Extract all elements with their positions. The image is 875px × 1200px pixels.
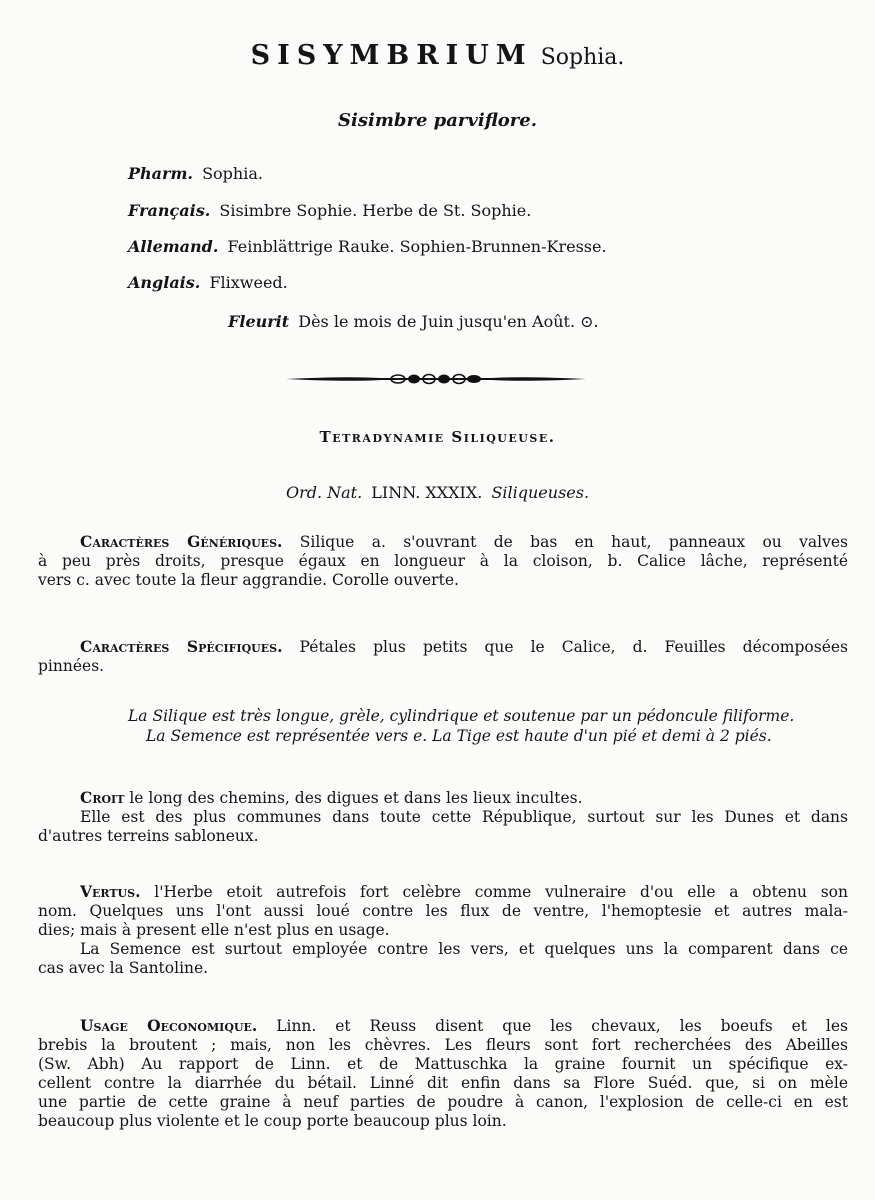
synonym-lang: Français. (128, 201, 211, 220)
flowering-text: Dès le mois de Juin jusqu'en Août. (298, 312, 576, 331)
section-lead: Croit (80, 788, 125, 807)
synonym-pharm (128, 164, 263, 183)
order-prefix: Ord. Nat. (285, 483, 363, 502)
synonym-text: Flixweed. (209, 273, 288, 292)
title-species: Sophia. (540, 45, 625, 70)
paragraph-line: (Sw. Abh) Au rapport de Linn. et de Mattuschka la graine fournit un spécifique ex- (38, 1055, 848, 1073)
synonym-text: Feinblättrige Rauke. Sophien-Brunnen-Kresse. (227, 237, 607, 256)
paragraph-line: à peu près droits, presque égaux en longueur à la cloison, b. Calice lâche, représenté (38, 552, 848, 570)
page-title (0, 40, 875, 71)
paragraph-line: Usage Oeconomique. Linn. et Reuss disent que les chevaux, les boeufs et les (80, 1016, 848, 1035)
annual-symbol: ⊙. (580, 312, 599, 331)
synonym-text: Sisimbre Sophie. Herbe de St. Sophie. (219, 201, 532, 220)
paragraph-line: dies; mais à present elle n'est plus en usage. (38, 921, 390, 939)
section-lead: Caractères Génériques. (80, 532, 283, 551)
class-heading: Tetradynamie Siliqueuse. (319, 428, 556, 446)
section-lead: Vertus. (80, 882, 141, 901)
paragraph-line: Caractères Génériques. Silique a. s'ouvrant de bas en haut, panneaux ou valves (80, 532, 848, 551)
specific-characters (38, 637, 848, 676)
section-lead: Usage Oeconomique. (80, 1016, 258, 1035)
italic-line: La Semence est représentée vers e. La Tige est haute d'un pié et demi à 2 piés. (146, 727, 772, 745)
paragraph-line: brebis la broutent ; mais, non les chèvres. Les fleurs sont fort recherchées des Abeilles (38, 1036, 848, 1054)
paragraph-line: nom. Quelques uns l'ont aussi loué contre les flux de ventre, l'hemoptesie et autres mala- (38, 902, 848, 920)
synonym-allemand (128, 237, 607, 256)
paragraph-line: cas avec la Santoline. (38, 959, 209, 977)
paragraph-line: Caractères Spécifiques. Pétales plus petits que le Calice, d. Feuilles décomposées (80, 637, 848, 656)
silique-description (128, 706, 848, 746)
economic-use-paragraph (38, 1016, 848, 1131)
synonym-text: Sophia. (202, 164, 263, 183)
paragraph-line: beaucoup plus violente et le coup porte beaucoup plus loin. (38, 1112, 507, 1130)
paragraph-line: Vertus. l'Herbe etoit autrefois fort celèbre comme vulneraire d'ou elle a obtenu son (80, 882, 848, 901)
paragraph-line: Croit le long des chemins, des digues et dans les lieux incultes. (80, 788, 583, 807)
synonym-francais (128, 201, 531, 220)
title-genus: SISYMBRIUM (250, 40, 533, 71)
italic-line: La Silique est très longue, grèle, cylindrique et soutenue par un pédoncule filiforme. (128, 707, 795, 725)
paragraph-line: pinnées. (38, 657, 105, 675)
order-linn: LINN. XXXIX. (371, 483, 483, 502)
flowering-period (228, 312, 599, 331)
paragraph-line: une partie de cette graine à neuf parties de poudre à canon, l'explosion de celle-ci en est (38, 1093, 848, 1111)
synonym-lang: Allemand. (128, 237, 219, 256)
synonym-anglais (128, 273, 288, 292)
paragraph-line: La Semence est surtout employée contre les vers, et quelques uns la comparent dans ce (80, 940, 848, 958)
subtitle: Sisimbre parviflore. (338, 110, 537, 131)
paragraph-line: Elle est des plus communes dans toute cette République, surtout sur les Dunes et dans (80, 808, 848, 826)
flowering-label: Fleurit (228, 312, 290, 331)
generic-characters (38, 532, 848, 590)
synonym-lang: Anglais. (128, 273, 201, 292)
synonym-lang: Pharm. (128, 164, 193, 183)
paragraph-line: d'autres terreins sabloneux. (38, 827, 259, 845)
order-suffix: Siliqueuses. (491, 483, 590, 502)
section-lead: Caractères Spécifiques. (80, 637, 283, 656)
virtues-paragraph (38, 882, 848, 978)
natural-order (0, 483, 875, 502)
habitat-paragraph (38, 788, 848, 846)
ornamental-rule (286, 371, 586, 387)
paragraph-line: cellent contre la diarrhée du bétail. Linné dit enfin dans sa Flore Suéd. que, si on mèle (38, 1074, 848, 1092)
paragraph-line: vers c. avec toute la fleur aggrandie. Corolle ouverte. (38, 571, 459, 589)
